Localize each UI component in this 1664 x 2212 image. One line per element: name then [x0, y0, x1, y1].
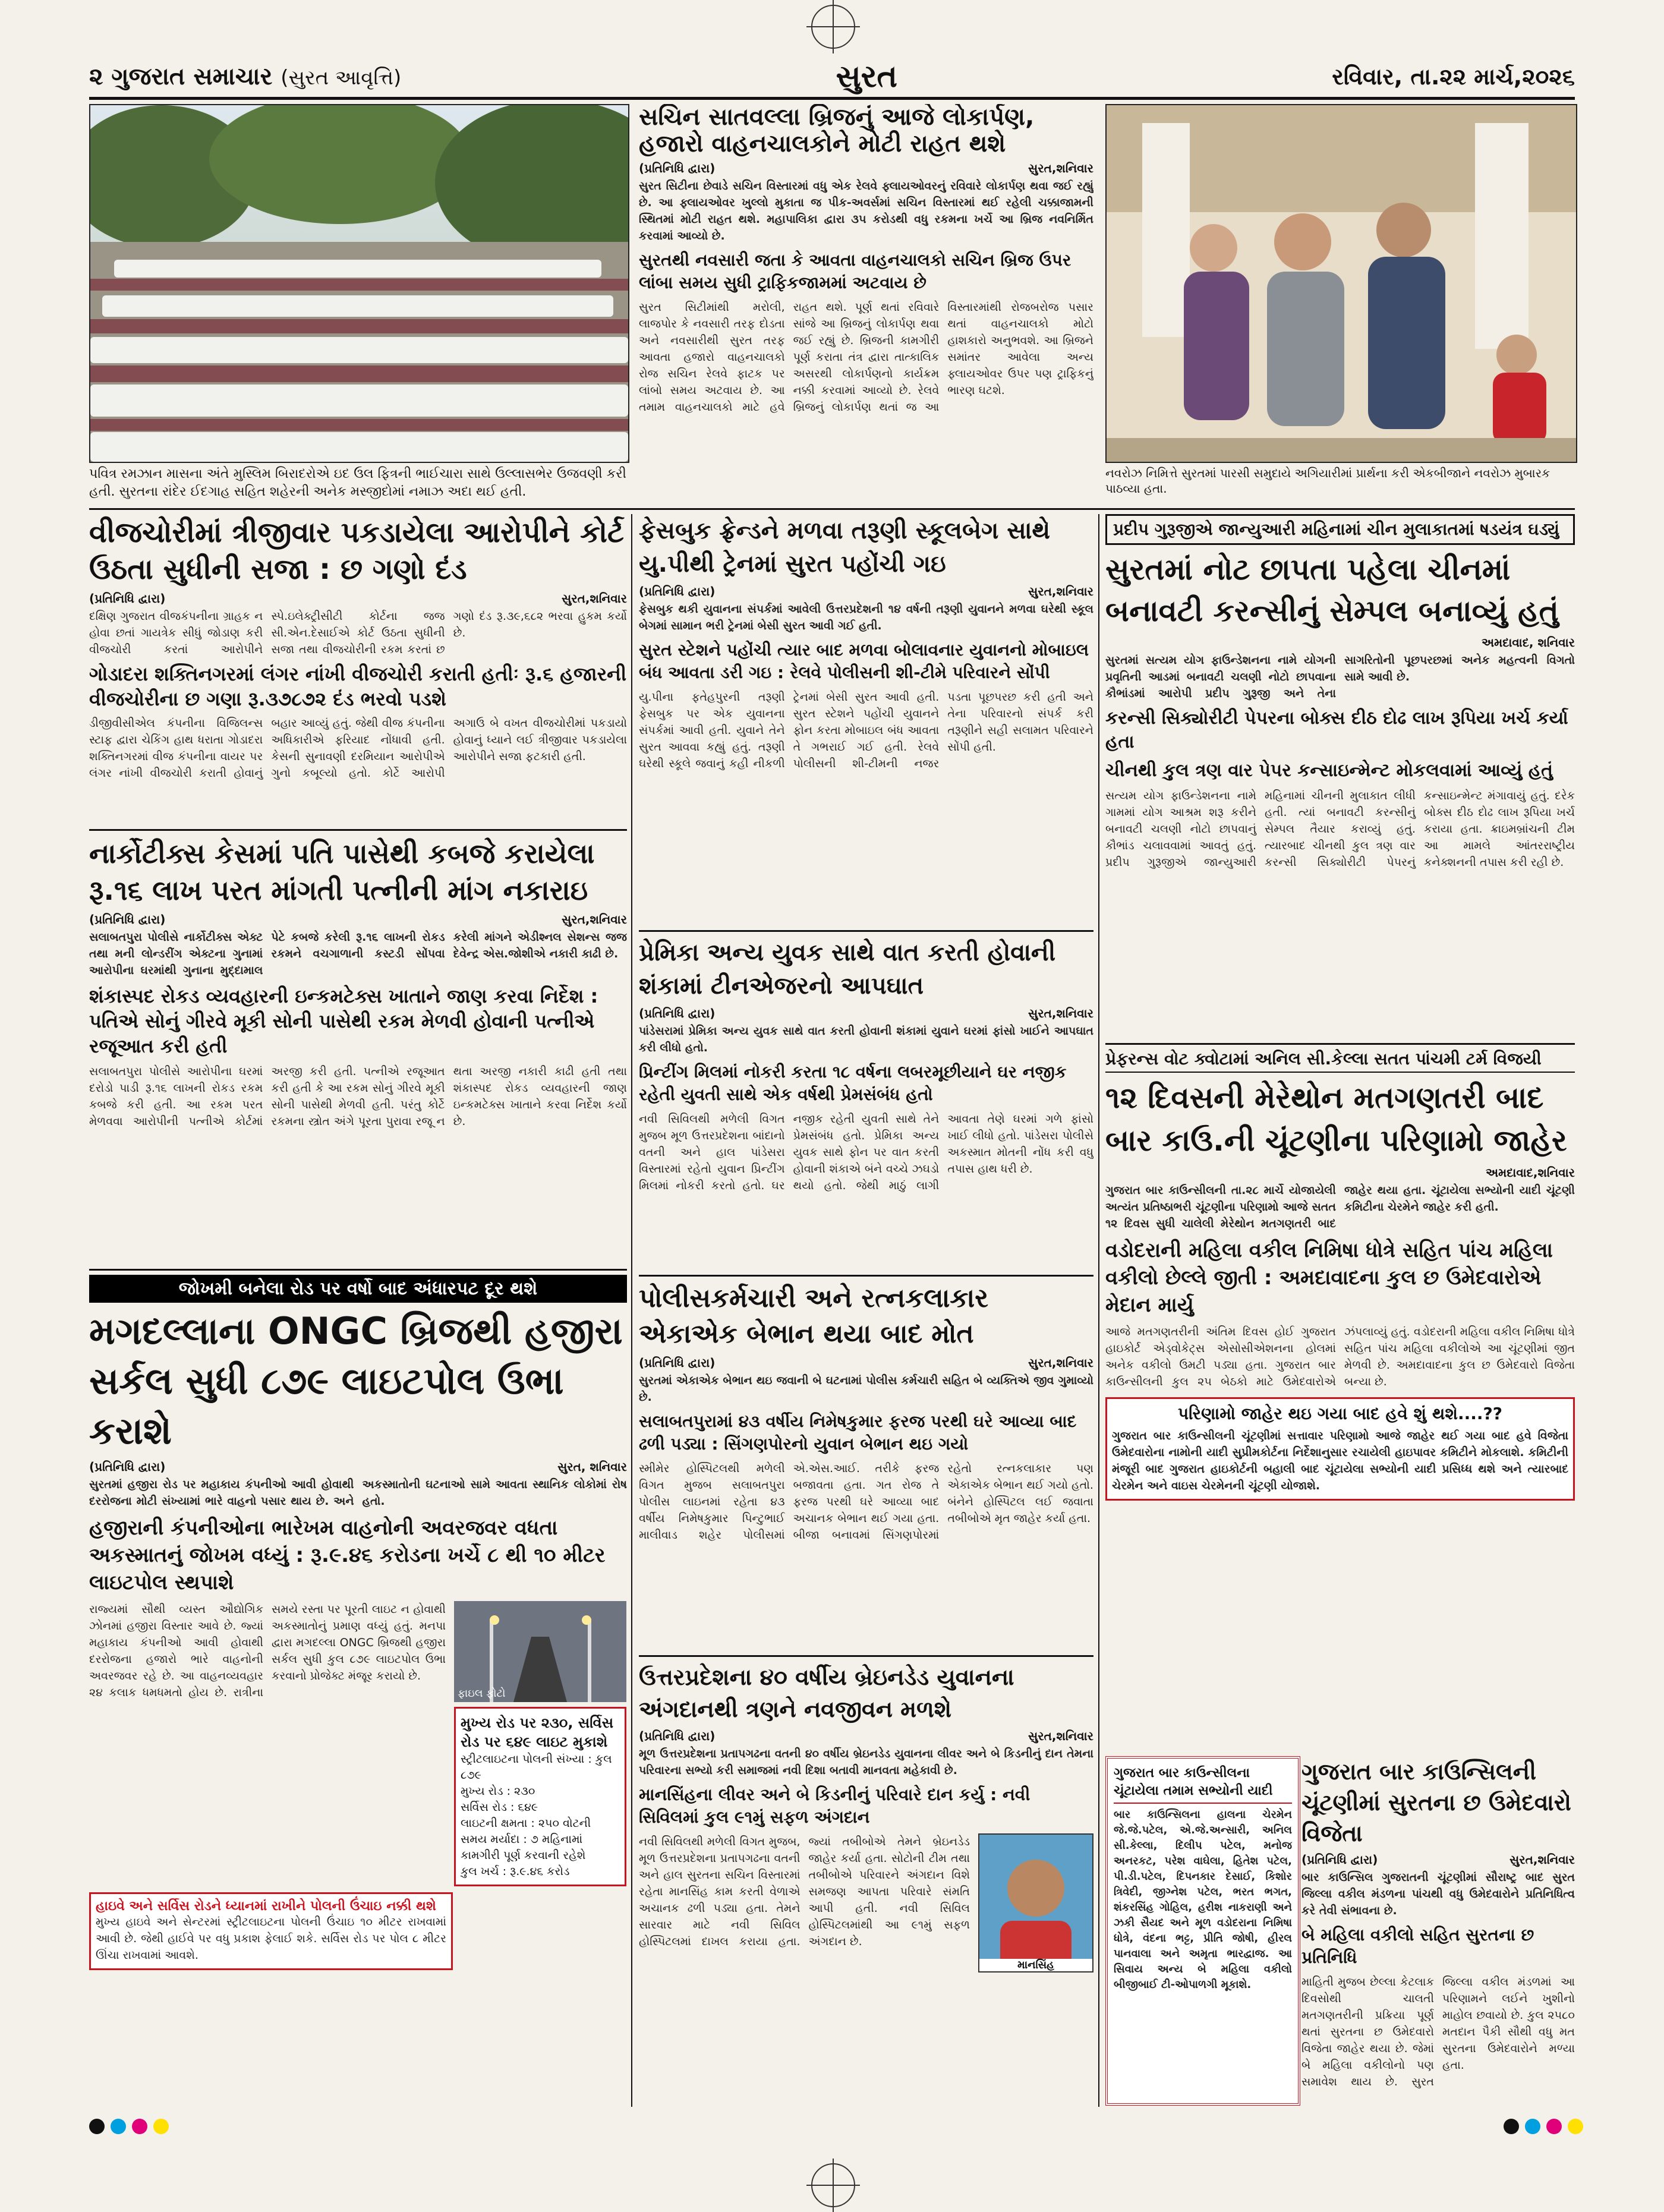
- bar-byline: [1105, 1165, 1575, 1180]
- organ-portrait: [978, 1833, 1093, 1972]
- organ-body: નવી સિવિલથી મળેલી વિગત મુજબ, મૂળ ઉત્તરપ્રદેશના પ્રતાપગઢના વતની અને હાલ સુરતના સચિન વિસ્તારમાં રહેતા માનસિંહ કામ કરતી વેળાએ અચાનક ઢળી પડ્યા હતા. તેમને સારવાર માટે નવી સિવિલ હોસ્પિટલમાં દાખલ કરાયા હતા. જ્યાં તબીબોએ તેમને બ્રેઇનડેડ જાહેર કર્યા હતા. સોટોની ટીમ તથા તબીબોએ પરિવારને અંગદાન વિશે સમજણ આપતા પરિવારે સંમતિ આપી હતી. નવી સિવિલ હોસ્પિટલમાંથી આ ૯૧મું સફળ અંગદાન છે.: [639, 1835, 970, 1948]
- divider-col-1: [631, 514, 632, 2107]
- china-subhead-2: ચીનથી કુલ ત્રણ વાર પેપર કન્સાઇન્મેન્ટ મોકલવામાં આવ્યું હતું: [1105, 760, 1553, 781]
- ongc-columns: [89, 1601, 627, 1886]
- bar-dateline: અમદાવાદ,શનિવાર: [1486, 1165, 1575, 1180]
- ongc-spec-line-5: સમય મર્યાદા : ૭ મહિનામાં કામગીરી પૂર્ણ કરવાની રહેશે: [461, 1833, 586, 1862]
- magenta-swatch-right: [1546, 2119, 1562, 2134]
- theft-story: [89, 514, 627, 823]
- facebook-story: [639, 514, 1093, 924]
- facebook-body: યુ.પીના ફતેહપુરની તરૂણી ફેસબુક પર એક યુવાનના સંપર્કમાં આવી હતી. યુવાને તેને સુરત આવવા કહ્યું હતું. તરૂણી ઘરેથી સ્કૂલે જવાનું કહી નીકળી ટ્રેનમાં બેસી સુરત આવી હતી. સુરત સ્ટેશને પહોંચી યુવાનને ફોન કરતા મોબાઇલ બંધ આવતા તે ગભરાઈ ગઈ હતી. રેલવે પોલીસની શી-ટીમની નજર પડતા પૂછપરછ કરી હતી અને તેના પરિવારનો સંપર્ક કરી તરૂણીને સહી સલામત પરિવારને સોંપી હતી.: [639, 691, 1093, 770]
- organ-photo-label: માનસિંહ: [979, 1959, 1092, 1971]
- registration-mark-top: [811, 5, 855, 49]
- ongc-spec-title: મુખ્ય રોડ પર ૨૩૦, સર્વિસ રોડ પર ૬૪૯ લાઇટ મુકાશે: [461, 1715, 614, 1750]
- winners-list-title: ગુજરાત બાર કાઉન્સીલના ચૂંટાયેલા તમામ સભ્યોની યાદી: [1114, 1764, 1292, 1804]
- ongc-headline: મગદલ્લાના ONGC બ્રિજથી હજીરા સર્કલ સુધી ૮૭૯ લાઇટપોલ ઉભા કરાશે: [89, 1309, 623, 1452]
- china-lead: સુરતમાં સત્યમ યોગ ફાઉન્ડેશનના નામે યોગની પ્રવૃતિની આડમાં બનાવટી ચલણી નોટો છાપવાના કૌભાંડમાં આરોપી પ્રદીપ ગુરૂજી અને તેના સાગરિતોની પૂછપરછમાં અનેક મહત્વની વિગતો સામે આવી છે.: [1105, 654, 1575, 700]
- suicide-subhead: પ્રિન્ટીંગ મિલમાં નોકરી કરતા ૧૮ વર્ષના લબરમૂછીયાને ઘર નજીક રહેતી યુવતી સાથે એક વર્ષથી પ્રેમસંબંધ હતો: [639, 1062, 1067, 1104]
- suicide-lead: પાંડેસરામાં પ્રેમિકા અન્ય યુવક સાથે વાત કરતી હોવાની શંકામાં યુવાને ઘરમાં ફાંસો ખાઈને આપઘાત કરી લીધો હતો.: [639, 1025, 1093, 1054]
- divider-col-2: [1098, 514, 1099, 2107]
- navroz-photo-caption: નવરોઝ નિમિત્તે સુરતમાં પારસી સમુદાયે અગિયારીમાં પ્રાર્થના કરી એકબીજાને નવરોઝ મુબારક પાઠવ્યા હતા.: [1105, 466, 1550, 496]
- ongc-kicker: જોખમી બનેલા રોડ પર વર્ષો બાદ અંધારપટ દૂર થશે: [89, 1275, 627, 1303]
- yellow-swatch: [153, 2119, 169, 2134]
- organ-story: [639, 1661, 1093, 2107]
- divider-left-1: [89, 829, 627, 831]
- narcotics-headline: નાર્કોટીક્સ કેસમાં પતિ પાસેથી કબજે કરાયેલા રૂ.૧૬ લાખ પરત માંગતી પત્નીની માંગ નકારાઇ: [89, 837, 595, 906]
- eid-photo-caption: પવિત્ર રમઝાન માસના અંતે મુસ્લિમ બિરાદરોએ ઇદ ઉલ ફિત્રની ભાઈચારા સાથે ઉલ્લાસભેર ઉજવણી કરી હતી. સુરતના રાંદેર ઈદગાહ સહિત શહેરની અનેક મસ્જીદોમાં નમાઝ અદા થઈ હતી.: [89, 467, 626, 499]
- ongc-spec-box: [454, 1707, 626, 1886]
- ongc-spec-line-4: લાઇટની ક્ષમતા : ૨૫૦ વોટની: [461, 1817, 591, 1830]
- masthead-edition: (સુરત આવૃત્તિ): [281, 66, 402, 90]
- divider-mid-2: [639, 1275, 1093, 1277]
- organ-byline: [639, 1729, 1093, 1743]
- china-dateline: અમદાવાદ, શનિવાર: [1482, 635, 1575, 650]
- china-headline: સુરતમાં નોટ છાપતા પહેલા ચીનમાં બનાવટી કરન્સીનું સેમ્પલ બનાવ્યું હતું: [1105, 552, 1559, 628]
- bridge-lead: સુરત સિટીના છેવાડે સચિન વિસ્તારમાં વધુ એક રેલવે ફ્લાયઓવરનું રવિવારે લોકાર્પણ થવા જઈ રહ્યું છે. આ ફ્લાયઓવર ખુલ્લો મુકાતા જ પીક-અવર્સમાં સચિન વિસ્તારમાં થઈ રહેલી ચક્કાજામની સ્થિતમાં મોટી રાહત થશે. મહાપાલિકા દ્વારા ૩૫ કરોડથી વધુ રકમના ખર્ચે આ બ્રિજ નવનિર્મિત કરવામાં આવ્યો છે.: [639, 179, 1093, 242]
- china-story: [1105, 514, 1575, 1037]
- bar-body: આજે મતગણતરીની અંતિમ દિવસ હોઈ ગુજરાત હાઇકોર્ટ એડ્વોકેટ્સ એસોસીએશનના હોલમાં અનેક વકીલો ઉમટી પડ્યા હતા. ગુજરાત બાર કાઉન્સીલની કુલ ૨૫ બેઠકો માટે ઉમેદવારોએ ઝંપલાવ્યું હતું. વડોદરાની મહિલા વકીલ નિમિષા ધોત્રે સહિત પાંચ મહિલા વકીલોએ આ ચૂંટણીમાં જીત મેળવી છે. અમદાવાદના કુલ છ ઉમેદવારો વિજેતા બન્યા છે.: [1105, 1325, 1575, 1388]
- organ-columns: [639, 1833, 1093, 1972]
- narcotics-byline: [89, 912, 627, 927]
- ongc-dateline: સુરત, શનિવાર: [557, 1460, 627, 1474]
- surat-winners-subhead: બે મહિલા વકીલો સહિત સુરતના છ પ્રતિનિધિ: [1301, 1925, 1534, 1967]
- cyan-swatch: [111, 2119, 126, 2134]
- divider-mid-3: [639, 1655, 1093, 1657]
- suicide-story: [639, 936, 1093, 1269]
- bar-results-title: પરિણામો જાહેર થઇ ગયા બાદ હવે શું થશે....??: [1178, 1404, 1502, 1423]
- eid-prayer-image: [90, 105, 628, 462]
- divider-right-1: [1105, 1043, 1575, 1045]
- surat-winners-lead: બાર કાઉન્સિલ ગુજરાતની ચૂંટણીમાં સૌરાષ્ટ્ર બાદ સુરત જિલ્લા વકીલ મંડળના પાંચથી વધુ ઉમેદવારોને પ્રતિનિધિત્વ કરે તેવી સંભાવના છે.: [1301, 1871, 1575, 1917]
- suicide-dateline: સુરત,શનિવાર: [1028, 1006, 1093, 1020]
- organ-dateline: સુરત,શનિવાર: [1028, 1729, 1093, 1743]
- navroz-image: [1107, 105, 1576, 462]
- winners-list-body: બાર કાઉન્સિલના હાલના ચેરમેન જે.જે.પટેલ, એ.જે.અન્સારી, અનિલ સી.કેલ્લા, દિલીપ પટેલ, મનોજ અનરકટ, પરેશ વાઘેલા, હિતેશ પટેલ, પી.ડી.પટેલ, દિપનકાર દેસાઈ, કિશોર ત્રિવેદી, જીગ્નેશ પટેલ, ભરત ભગત, શંકરસિંહ ગોહિલ, હરીશ નાકરાણી અને ઝકી સૈયદ અને મૂળ વડોદરાના નિમિષા ધોત્રે, વંદના ભટ્ટ, પ્રીતિ જોષી, હીરલ પાનવાલા અને અમૃતા ભારદ્વાજ. આ સિવાય અન્ય બે મહિલા વકીલો બીજીબાઈ ટી-ઓપાળગી મૂકાશે.: [1114, 1808, 1292, 1991]
- facebook-lead: ફેસબુક થકી યુવાનના સંપર્કમાં આવેલી ઉત્તરપ્રદેશની ૧૪ વર્ષની તરૂણી યુવાનને મળવા ઘરેથી સ્કૂલ બેગમાં સામાન ભરી ટ્રેનમાં બેસી સુરત આવી ગઈ હતી.: [639, 603, 1093, 632]
- winners-list-box: [1105, 1756, 1300, 2106]
- bar-lead: ગુજરાત બાર કાઉન્સીલની તા.૨૮ માર્ચે યોજાયેલી અત્યંત પ્રતિષ્ઠાભરી ચૂંટણીના પરિણામો આજે સતત ૧૨ દિવસ સુધી ચાલેલી મેરેથોન મતગણતરી બાદ જાહેર થયા હતા. ચૂંટાયેલા સભ્યોની યાદી ચૂંટણી કમિટીના ચેરમેને જાહેર કરી હતી.: [1105, 1184, 1575, 1230]
- newspaper-page: [89, 56, 1575, 2160]
- surat-winners-story: [1301, 1756, 1575, 2107]
- theft-lead: દક્ષિણ ગુજરાત વીજકંપનીના ગ્રાહક ન હોવા છતાં ગાયત્રેક સીધું જોડાણ કરી વીજચોરી કરતાં આરોપીને સ્પે.ઇલેક્ટ્રીસીટી કોર્ટના જજ સી.એન.દેસાઈએ કોર્ટ ઉઠતા સુધીની સજા તથા વીજચોરીની રકમ કરતાં છ ગણો દંડ રૂ.૩૯,૬૮૨ ભરવા હુકમ કર્યો છે.: [89, 610, 627, 656]
- divider-mid-1: [639, 930, 1093, 932]
- ongc-note-body: મુખ્ય હાઇવે અને સેન્ટરમાં સ્ટ્રીટલાઇટના પોલની ઉંચાઇ ૧૦ મીટર રાખવામાં આવી છે. જેથી હાઈવે પર વધુ પ્રકાશ ફેલાઈ શકે. સર્વિસ રોડ પર પોલ ૮ મીટર ઊંચા રાખવામાં આવશે.: [96, 1915, 446, 1962]
- ongc-byline: [89, 1460, 627, 1474]
- theft-byline: [89, 591, 627, 606]
- bridge-headline: સચિન સાતવલ્લા બ્રિજનું આજે લોકાર્પણ, હજારો વાહનચાલકોને મોટી રાહત થશે: [639, 104, 1035, 157]
- organ-lead: મૂળ ઉત્તરપ્રદેશના પ્રતાપગઢના વતની ૪૦ વર્ષીય બ્રેઇનડેડ યુવાનના લીવર અને બે કિડનીનું દાન તેમના પરિવારના સભ્યો કરી સમાજમાં નવી દિશા બતાવી માનવતા મહેકાવી છે.: [639, 1747, 1093, 1777]
- suicide-body: નવી સિવિલથી મળેલી વિગત મુજબ મૂળ ઉત્તરપ્રદેશના બાંદાનો વતની અને હાલ પાંડેસરા વિસ્તારમાં રહેતો યુવાન પ્રિન્ટીંગ મિલમાં નોકરી કરતો હતો. ઘર નજીક રહેતી યુવતી સાથે તેને પ્રેમસંબંધ હતો. પ્રેમિકા અન્ય યુવક સાથે ફોન પર વાત કરતી હોવાની શંકાએ બંને વચ્ચે ઝઘડો થયો હતો. જેથી માઠું લાગી આવતા તેણે ઘરમાં ગળે ફાંસો ખાઈ લીધો હતો. પાંડેસરા પોલીસે અકસ્માત મોતની નોંધ કરી વધુ તપાસ હાથ ધરી છે.: [639, 1113, 1093, 1192]
- suicide-byline: [639, 1006, 1093, 1020]
- suicide-source: (પ્રતિનિધિ દ્વારા): [639, 1006, 716, 1020]
- police-lead: સુરતમાં એકાએક બેભાન થઇ જવાની બે ઘટનામાં પોલીસ કર્મચારી સહિત બે વ્યક્તિએ જીવ ગુમાવ્યો છે.: [639, 1374, 1093, 1404]
- masthead-date: રવિવાર, તા.૨૨ માર્ચ,૨૦૨૬: [1332, 63, 1575, 90]
- ongc-photo-label: ફાઇલ ફોટો: [458, 1687, 506, 1700]
- narcotics-dateline: સુરત,શનિવાર: [562, 912, 627, 927]
- registration-mark-bottom: [811, 2163, 855, 2207]
- police-byline: [639, 1356, 1093, 1370]
- theft-body: ડીજીવીસીએલ કંપનીના વિજિલન્સ સ્ટાફ દ્વારા ચેકિંગ હાથ ધરાતા ગોડાદરા શક્તિનગરમાં વીજ કંપનીના વાયર પર લંગર નાંખી વીજચોરી કરાતી હોવાનું બહાર આવ્યું હતું. જેથી વીજ કંપનીના અધિકારીએ ફરિયાદ નોંધાવી હતી. કેસની સુનાવણી દરમિયાન આરોપીએ ગુનો કબૂલ્યો હતો. કોર્ટે આરોપી અગાઉ બે વખત વીજચોરીમાં પકડાયો હોવાનું ધ્યાને લઈ ત્રીજીવાર પકડાયેલા આરોપીને સજા ફટકારી હતી.: [89, 717, 627, 780]
- donor-portrait-image: [979, 1835, 1092, 1971]
- masthead-section: સુરત: [836, 58, 898, 94]
- divider-left-2: [89, 1269, 627, 1271]
- organ-source: (પ્રતિનિધિ દ્વારા): [639, 1729, 716, 1743]
- china-body: સત્યમ યોગ ફાઉન્ડેશનના નામે ગામમાં યોગ આશ્રમ શરૂ કરીને બનાવટી ચલણી નોટો છાપવાનું કૌભાંડ ચલાવવામાં આવતું હતું. પ્રદીપ ગુરૂજીએ જાન્યુઆરી મહિનામાં ચીનની મુલાકાત લીધી હતી. ત્યાં બનાવટી કરન્સીનું સેમ્પલ તૈયાર કરાવ્યું હતું. ત્યારબાદ ચીનથી કુલ ત્રણ વાર કરન્સી સિક્યોરીટી પેપરનું કન્સાઇન્મેન્ટ મંગાવાયું હતું. દરેક બોક્સ દીઠ દોઢ લાખ રૂપિયા ખર્ચ કરાયા હતા. ક્રાઇમબ્રાંચની ટીમ આ મામલે આંતરરાષ્ટ્રીય કનેક્શનની તપાસ કરી રહી છે.: [1105, 789, 1575, 869]
- bridge-story: [639, 104, 1093, 461]
- china-kicker: પ્રદીપ ગુરૂજીએ જાન્યુઆરી મહિનામાં ચીન મુલાકાતમાં ષડયંત્ર ઘડ્યું: [1105, 514, 1575, 545]
- ongc-spec-line-6: કુલ ખર્ચ : રૂ.૯.૪૬ કરોડ: [461, 1865, 570, 1878]
- organ-headline: ઉત્તરપ્રદેશના ૪૦ વર્ષીય બ્રેઇનડેડ યુવાનના અંગદાનથી ત્રણને નવજીવન મળશે: [639, 1664, 1014, 1722]
- ongc-story: [89, 1275, 627, 2107]
- facebook-dateline: સુરત,શનિવાર: [1028, 584, 1093, 598]
- bar-story: [1105, 1049, 1575, 1750]
- ongc-lead: સુરતમાં હજીરા રોડ પર મહાકાય કંપનીઓ આવી હોવાથી દરરોજના મોટી સંખ્યામાં ભારે વાહનો પસાર થાય છે. અને અકસ્માતોની ઘટનાઓ સામે આવતા સ્થાનિક લોકોમાં રોષ હતો.: [89, 1478, 627, 1508]
- bar-results-box: [1105, 1397, 1575, 1501]
- bridge-body: સુરત સિટીમાંથી મરોલી, લાજપોર કે નવસારી તરફ દોડતા અને નવસારીથી સુરત તરફ આવતા હજારો વાહનચાલકો રોજ સચિન રેલવે ફાટક પર લાંબો સમય અટવાય છે. આ તમામ વાહનચાલકો માટે હવે રાહત થશે. પૂર્ણ થતાં રવિવારે સાંજે આ બ્રિજનું લોકાર્પણ થવા જઈ રહ્યું છે. બ્રિજની કામગીરી પૂર્ણ કરાતા તંત્ર દ્વારા તાત્કાલિક અસરથી લોકાર્પણનો કાર્યક્રમ નક્કી કરવામાં આવ્યો છે. રેલવે બ્રિજનું લોકાર્પણ થતાં જ આ વિસ્તારમાંથી રોજબરોજ પસાર થતાં વાહનચાલકો મોટો હાશકારો અનુભવશે. આ બ્રિજને સમાંતર આવેલા અન્ય ફ્લાયઓવર ઉપર પણ ટ્રાફિકનું ભારણ ઘટશે.: [639, 300, 1093, 414]
- police-source: (પ્રતિનિધિ દ્વારા): [639, 1356, 716, 1370]
- police-body: સ્મીમેર હોસ્પિટલથી મળેલી વિગત મુજબ સલાબતપુરા પોલીસ લાઇનમાં રહેતા ૪૩ વર્ષીય નિમેષકુમાર પિન્ટુભાઈ માલીવાડ શહેર પોલીસમાં એ.એસ.આઈ. તરીકે ફરજ બજાવતા હતા. ગત રોજ તે ફરજ પરથી ઘરે આવ્યા બાદ અચાનક બેભાન થઈ ગયા હતા. બીજા બનાવમાં સિંગણપોરમાં રહેતો રત્નકલાકાર પણ એકાએક બેભાન થઈ ગયો હતો. બંનેને હોસ્પિટલ લઈ જવાતા તબીબોએ મૃત જાહેર કર્યા હતા.: [639, 1462, 1093, 1542]
- theft-headline: વીજચોરીમાં ત્રીજીવાર પકડાયેલા આરોપીને કોર્ટ ઉઠતા સુધીની સજા : છ ગણો દંડ: [89, 516, 624, 586]
- ongc-note-title: હાઇવે અને સર્વિસ રોડને ધ્યાનમાં રાખીને પોલની ઉંચાઇ નક્કી થશે: [96, 1899, 436, 1914]
- yellow-swatch-right: [1568, 2119, 1583, 2134]
- ongc-source: (પ્રતિનિધિ દ્વારા): [89, 1460, 166, 1474]
- china-subhead: કરન્સી સિક્યોરીટી પેપરના બોક્સ દીઠ દોઢ લાખ રૂપિયા ખર્ચ કર્યા હતા: [1105, 708, 1568, 752]
- magenta-swatch: [132, 2119, 147, 2134]
- ongc-spec-line-1: સ્ટ્રીટલાઇટના પોલની સંખ્યા : કુલ ૮૭૯: [461, 1753, 612, 1782]
- ongc-spec-line-2: મુખ્ય રોડ : ૨૩૦: [461, 1785, 535, 1798]
- facebook-headline: ફેસબુક ફ્રેન્ડને મળવા તરૂણી સ્કૂલબેગ સાથે યુ.પીથી ટ્રેનમાં સુરત પહોંચી ગઇ: [639, 517, 1051, 578]
- surat-winners-byline: [1301, 1852, 1575, 1867]
- organ-subhead: માનસિંહના લીવર અને બે કિડનીનું પરિવારે દાન કર્યુ : નવી સિવિલમાં કુલ ૯૧મું સફળ અંગદાન: [639, 1785, 1030, 1827]
- bridge-source: (પ્રતિનિધિ દ્વારા): [639, 160, 716, 175]
- facebook-byline: [639, 584, 1093, 598]
- suicide-headline: પ્રેમિકા અન્ય યુવક સાથે વાત કરતી હોવાની શંકામાં ટીનએજરનો આપઘાત: [639, 939, 1056, 1000]
- police-headline: પોલીસકર્મચારી અને રત્નકલાકાર એકાએક બેભાન થયા બાદ મોત: [639, 1283, 988, 1349]
- bar-kicker: પ્રેફરન્સ વોટ ક્વોટામાં અનિલ સી.કેલ્લા સતત પાંચમી ટર્મ વિજયી: [1105, 1049, 1575, 1073]
- masthead-paper: ૨ ગુજરાત સમાચાર (સુરત આવૃત્તિ): [89, 63, 402, 90]
- police-dateline: સુરત,શનિવાર: [1028, 1356, 1093, 1370]
- theft-source: (પ્રતિનિધિ દ્વારા): [89, 591, 166, 606]
- ongc-spec-line-3: સર્વિસ રોડ : ૬૪૯: [461, 1801, 538, 1814]
- narcotics-subhead: શંકાસ્પદ રોકડ વ્યવહારની ઇન્કમટેક્સ ખાતાને જાણ કરવા નિર્દેશ : પતિએ સોનું ગીરવે મૂકી સોની પાસેથી રકમ મેળવી હોવાની પત્નીએ રજૂઆત કરી હતી: [89, 985, 598, 1057]
- bar-subhead: વડોદરાની મહિલા વકીલ નિમિષા ધોત્રે સહિત પાંચ મહિલા વકીલો છેલ્લે જીતી : અમદાવાદના કુલ છ ઉમેદવારોએ મેદાન માર્યુ: [1105, 1239, 1553, 1317]
- bridge-dateline: સુરત,શનિવાર: [1028, 160, 1093, 175]
- ongc-road-photo: [454, 1601, 626, 1702]
- bridge-subhead: સુરતથી નવસારી જતા કે આવતા વાહનચાલકો સચિન બ્રિજ ઉપર લાંબા સમય સુધી ટ્રાફિકજામમાં અટવાય છે: [639, 250, 1071, 292]
- bridge-byline: [639, 161, 1093, 175]
- police-subhead: સલાબતપુરામાં ૪૩ વર્ષીય નિમેષકુમાર ફરજ પરથી ઘરે આવ્યા બાદ ઢળી પડ્યા : સિંગણપોરનો યુવાન બેભાન થઇ ગયો: [639, 1411, 1077, 1454]
- black-swatch-right: [1504, 2119, 1519, 2134]
- color-bar-right: [1504, 2119, 1583, 2160]
- surat-winners-body: માહિતી મુજબ છેલ્લા કેટલાક દિવસોથી ચાલતી મતગણતરીની પ્રક્રિયા પૂર્ણ થતાં સુરતના છ ઉમેદવારો વિજેતા જાહેર થયા છે. જેમાં બે મહિલા વકીલોનો પણ સમાવેશ થાય છે. સુરત જિલ્લા વકીલ મંડળમાં આ પરિણામને લઈને ખુશીનો માહોલ છવાયો છે. કુલ ૨૫૮૦ મતદાન પૈકી સૌથી વધુ મત સુરતના ઉમેદવારોને મળ્યા હતા.: [1301, 1975, 1575, 2088]
- navroz-photo: [1105, 104, 1577, 463]
- narcotics-body: સલાબતપુરા પોલીસે આરોપીના ઘરમાં દરોડો પાડી રૂ.૧૬ લાખની રોકડ રકમ કબજે કરી હતી. આ રકમ પરત મેળવવા આરોપીની પત્નીએ કોર્ટમાં અરજી કરી હતી. પત્નીએ રજૂઆત કરી હતી કે આ રકમ સોનું ગીરવે મૂકી સોની પાસેથી મેળવી હતી. પરંતુ કોર્ટે રકમના સ્ત્રોત અંગે પૂરતા પુરાવા રજૂ ન થતા અરજી નકારી કાઢી હતી તથા શંકાસ્પદ રોકડ વ્યવહારની જાણ ઇન્કમટેક્સ ખાતાને કરવા નિર્દેશ કર્યો છે.: [89, 1065, 627, 1128]
- surat-winners-headline: ગુજરાત બાર કાઉન્સિલની ચૂંટણીમાં સુરતના છ ઉમેદવારો વિજેતા: [1301, 1759, 1571, 1847]
- facebook-source: (પ્રતિનિધિ દ્વારા): [639, 584, 716, 598]
- black-swatch: [89, 2119, 105, 2134]
- surat-winners-source: (પ્રતિનિધિ દ્વારા): [1301, 1852, 1378, 1867]
- bar-results-body: ગુજરાત બાર કાઉન્સીલની ચૂંટણીમાં સત્તાવાર પરિણામો આજે જાહેર થઈ ગયા બાદ હવે વિજેતા ઉમેદવારોના નામોની યાદી સુપ્રીમકોર્ટના નિર્દેશાનુસાર રચાયેલી હાઇપાવર કમિટીને મોકલાશે. કમિટીની મંજૂરી બાદ ગુજરાત હાઇકોર્ટની બહાલી બાદ ચૂંટાયેલા સભ્યોની યાદી પ્રસિધ્ધ થશે અને ત્યારબાદ ચેરમેન અને વાઇસ ચેરમેનની ચૂંટણી યોજાશે.: [1112, 1429, 1568, 1492]
- narcotics-source: (પ્રતિનિધિ દ્વારા): [89, 912, 166, 927]
- surat-winners-dateline: સુરત,શનિવાર: [1509, 1852, 1575, 1867]
- cyan-swatch-right: [1525, 2119, 1540, 2134]
- narcotics-lead: સલાબતપુરા પોલીસે નાર્કોટીક્સ એક્ટ તથા મની લોન્ડરીંગ એક્ટના ગુનામાં આરોપીના ઘરમાંથી ગુનાના મુદ્દામાલ પેટે કબજે કરેલી રૂ.૧૬ લાખની રોકડ રકમને વચગાળાની કસ્ટડી સોંપવા કરેલી માંગને એડીશ્નલ સેશન્સ જજ દેવેન્દ્ર એસ.જોશીએ નકારી કાઢી છે.: [89, 931, 627, 977]
- ongc-body: રાજ્યમાં સૌથી વ્યસ્ત ઔદ્યોગિક ઝોનમાં હજીરા વિસ્તાર આવે છે. જ્યાં મહાકાય કંપનીઓ આવી હોવાથી દરરોજના હજારો ભારે વાહનોની અવરજવર રહે છે. આ વાહનવ્યવહાર ૨૪ કલાક ધમધમતો હોય છે. રાત્રીના સમયે રસ્તા પર પૂરતી લાઇટ ન હોવાથી અકસ્માતોનું પ્રમાણ વધ્યું હતું. મનપા દ્વારા મગદલ્લા ONGC બ્રિજથી હજીરા સર્કલ સુધી કુલ ૮૭૯ લાઇટપોલ ઉભા કરવાનો પ્રોજેક્ટ મંજૂર કરાયો છે.: [89, 1603, 446, 1699]
- narcotics-story: [89, 835, 627, 1263]
- divider-top: [89, 508, 1575, 510]
- police-story: [639, 1281, 1093, 1649]
- theft-subhead: ગોડાદરા શક્તિનગરમાં લંગર નાંખી વીજચોરી કરાતી હતીઃ રૂ.૬ હજારની વીજચોરીના છ ગણા રૂ.૩૭૮૭૨ દંડ ભરવો પડશે: [89, 663, 627, 710]
- china-byline: [1105, 635, 1575, 650]
- ongc-subhead: હજીરાની કંપનીઓના ભારેખમ વાહનોની અવરજવર વધતા અકસ્માતનું જોખમ વધ્યું : રૂ.૯.૪૬ કરોડના ખર્ચે ૮ થી ૧૦ મીટર લાઇટપોલ સ્થપાશે: [89, 1516, 606, 1595]
- masthead: [89, 56, 1575, 100]
- color-bar-left: [89, 2119, 169, 2160]
- eid-prayer-photo: [89, 104, 629, 463]
- ongc-note-box: [89, 1892, 453, 1970]
- theft-dateline: સુરત,શનિવાર: [562, 591, 627, 606]
- facebook-subhead: સુરત સ્ટેશને પહોંચી ત્યાર બાદ મળવા બોલાવનાર યુવાનનો મોબાઇલ બંધ આવતા ડરી ગઇ : રેલવે પોલીસની શી-ટીમે પરિવારને સોંપી: [639, 640, 1089, 682]
- ongc-sidebar: [454, 1601, 626, 1886]
- bar-headline: ૧૨ દિવસની મેરેથોન મતગણતરી બાદ બાર કાઉ.ની ચૂંટણીના પરિણામો જાહેર: [1105, 1080, 1567, 1158]
